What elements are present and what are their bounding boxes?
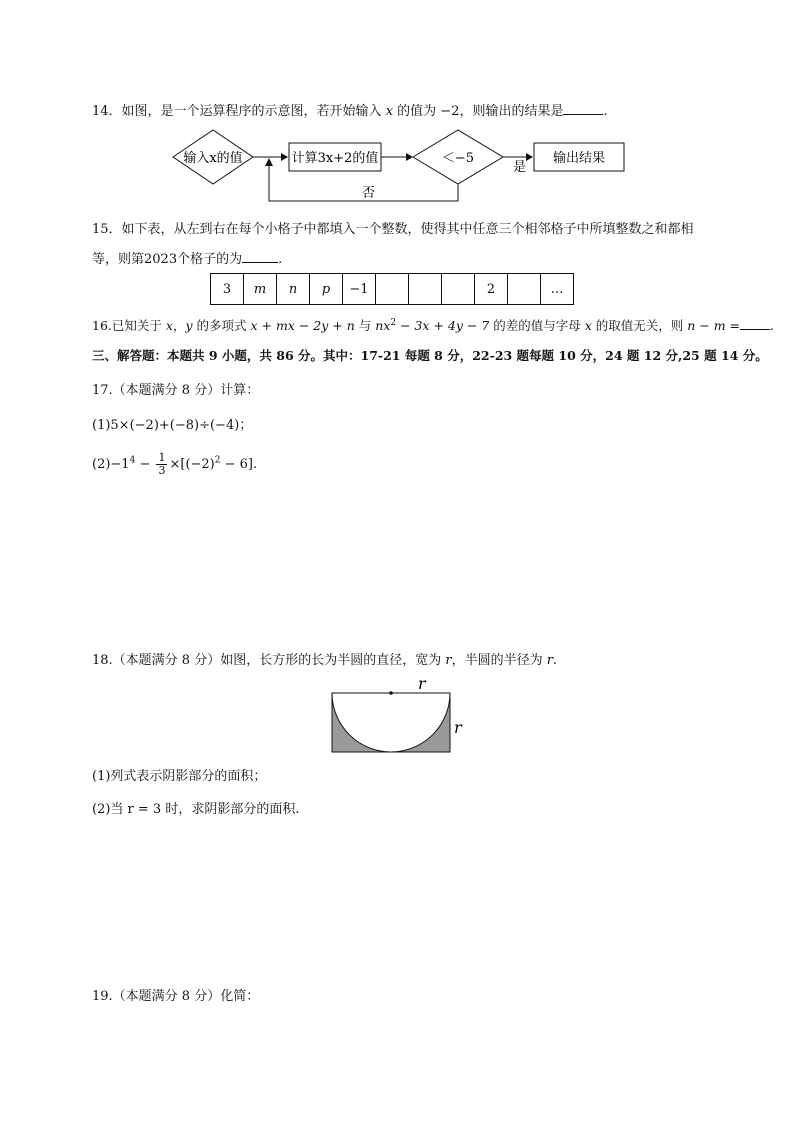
output-label: 输出结果 — [552, 151, 606, 166]
q16-text: 16.已知关于 x，y 的多项式 x + mx − 2y + n 与 $nx^2 - 3x + 4y - 7$ 的差的值与字母 x 的取值无关，则 n − m = . — [92, 317, 775, 333]
q16-answer-blank[interactable] — [740, 317, 770, 330]
cell-7 — [409, 274, 442, 305]
cell-5: −1 — [343, 274, 376, 305]
q14-text: 14．如图，是一个运算程序的示意图，若开始输入 x 的值为 −2，则输出的结果是 . — [92, 104, 608, 119]
q18-part1: (1)列式表示阴影部分的面积； — [92, 769, 267, 784]
cell-11: … — [541, 274, 574, 305]
arrow-head-3 — [526, 153, 533, 161]
compute-label: 计算3x+2的值 — [291, 151, 379, 166]
q15-sequence-table — [210, 273, 574, 305]
q18-part2: (2)当 r = 3 时，求阴影部分的面积. — [92, 802, 300, 817]
arrow-head-1 — [281, 153, 288, 161]
no-label: 否 — [362, 186, 376, 201]
label-r-top: r — [418, 676, 426, 693]
label-r-right: r — [454, 718, 462, 737]
fraction-one-third: $\frac{1}{3}$ — [158, 451, 166, 477]
arrow-head-loop — [265, 158, 273, 166]
q18-figure — [326, 676, 472, 758]
q19-title: 19.（本题满分 8 分）化简： — [92, 989, 260, 1004]
cell-1: 3 — [211, 274, 244, 305]
cell-4: p — [310, 274, 343, 305]
yes-label: 是 — [513, 160, 527, 175]
q15-line1: 15．如下表，从左到右在每个小格子中都填入一个整数，使得其中任意三个相邻格子中所填整数之和都相 — [92, 222, 694, 237]
q15-sequence-table-wrap — [210, 273, 574, 305]
q18-title: 18.（本题满分 8 分）如图，长方形的长为半圆的直径，宽为 r，半圆的半径为 r. — [92, 653, 558, 668]
q14-flowchart — [170, 126, 640, 208]
q14-answer-blank[interactable] — [563, 102, 603, 115]
q15-answer-blank[interactable] — [242, 250, 278, 263]
q17-part1: (1)5×(−2)+(−8)÷(−4)； — [92, 418, 253, 433]
q17-part2: $(2)-1^4$ − $\frac{1}{3}$ $\times[(-2)^2 - 6]$. — [92, 451, 258, 477]
q17-title: 17.（本题满分 8 分）计算： — [92, 383, 260, 398]
cell-9: 2 — [475, 274, 508, 305]
condition-label: ＜−5 — [441, 151, 475, 166]
input-label: 输入x的值 — [183, 151, 243, 166]
cell-3: n — [277, 274, 310, 305]
cell-8 — [442, 274, 475, 305]
cell-2: m — [244, 274, 277, 305]
cell-6 — [376, 274, 409, 305]
arrow-head-2 — [406, 153, 413, 161]
section3-heading: 三、解答题：本题共 9 小题，共 86 分。其中：17-21 每题 8 分，22-23 题每题 10 分，24 题 12 分,25 题 14 分。 — [92, 348, 768, 363]
q15-line2: 等，则第2023个格子的为 . — [92, 252, 283, 267]
center-point — [389, 691, 393, 695]
cell-10 — [508, 274, 541, 305]
